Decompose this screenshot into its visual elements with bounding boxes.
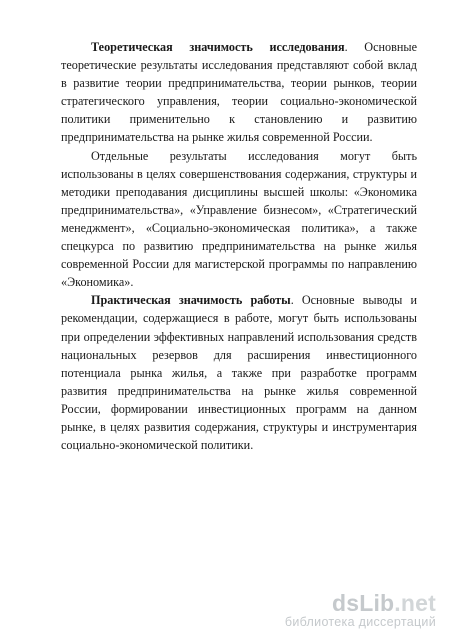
watermark-logo-tld: .net: [394, 590, 436, 616]
paragraph-teaching-use: [61, 147, 417, 292]
paragraph-practical-significance: [61, 291, 417, 454]
dslib-watermark: [285, 591, 436, 629]
document-body: [61, 38, 417, 454]
paragraph-text: . Основные выводы и рекомендации, содержащиеся в работе, могут быть использованы при определении эффективных направлений использования средств национальных резервов для расширения инвестиционного потенциала рынка жилья, а также при разработке программ развития предпринимательства на рынке жилья современной России, формировании инвестиционных программ на данном рынке, в целях развития содержания, структуры и инструментария социально-экономической политики.: [61, 293, 417, 453]
paragraph-text: . Основные теоретические результаты исследования представляют собой вклад в развитие теории предпринимательства, теории рынков, теории стратегического управления, теории социально-экономической политики применительно к становлению и развитию предпринимательства на рынке жилья современной России.: [61, 40, 417, 145]
watermark-logo-main: dsLib: [331, 590, 395, 616]
watermark-logo: [285, 591, 436, 615]
watermark-subtitle: библиотека диссертаций: [284, 615, 436, 629]
heading-practical-significance: Практическая значимость работы: [91, 293, 291, 308]
paragraph-text: Отдельные результаты исследования могут быть использованы в целях совершенствования содержания, структуры и методики преподавания дисциплины высшей школы: «Экономика предпринимательства», «Управление бизнесом», «Стратегический менеджмент», «Социально-экономическая политика», а также спецкурса по развитию предпринимательства на рынке жилья современной России для магистерской программы по направлению «Экономика».: [61, 148, 417, 290]
paragraph-theoretical-significance: [61, 38, 417, 147]
heading-theoretical-significance: Теоретическая значимость исследования: [91, 40, 345, 54]
